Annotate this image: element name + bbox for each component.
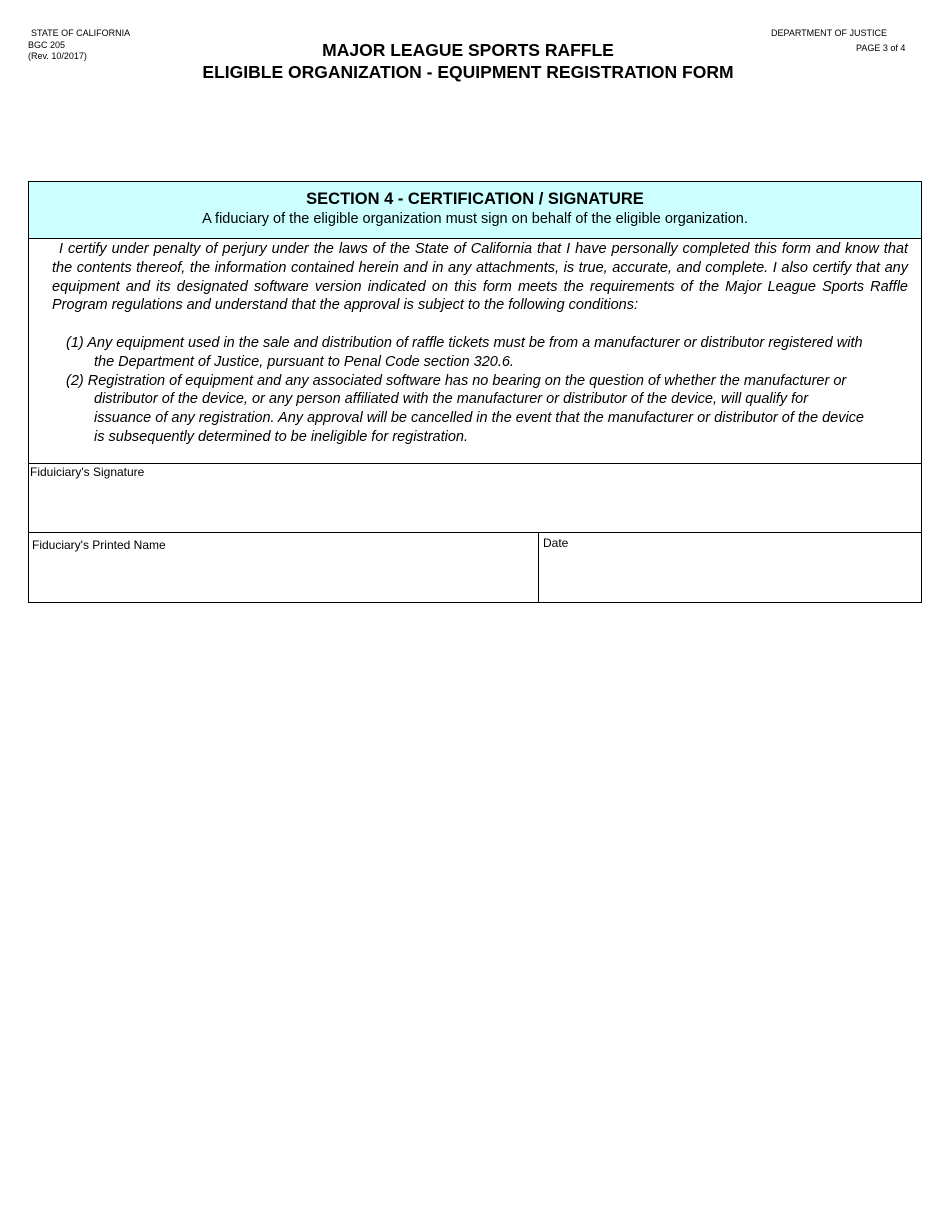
form-revision: (Rev. 10/2017) xyxy=(28,51,87,61)
form-title-line-1: MAJOR LEAGUE SPORTS RAFFLE xyxy=(322,40,614,60)
condition-item: (2) Registration of equipment and any associated software has no bearing on the question of whether the manufacturer or distributor of the device, or any person affiliated with the manufacturer or distributor of the device, will qualify for issuance of any registration. Any approval will be cancelled in the event that the manufacturer or distributor of the device is subsequently determined to be ineligible for registration. xyxy=(66,372,865,445)
conditions-list xyxy=(66,334,866,447)
certification-section xyxy=(28,181,922,603)
condition-item: (1) Any equipment used in the sale and distribution of raffle tickets must be from a manufacturer or distributor registered with the Department of Justice, pursuant to Penal Code section 320.6. xyxy=(66,335,863,370)
section-title: SECTION 4 - CERTIFICATION / SIGNATURE xyxy=(306,190,644,208)
form-title-line-2: ELIGIBLE ORGANIZATION - EQUIPMENT REGISTRATION FORM xyxy=(202,62,734,82)
page-number: PAGE 3 of 4 xyxy=(856,43,906,53)
printed-name-field[interactable] xyxy=(29,533,539,602)
form-number: BGC 205 xyxy=(28,39,66,50)
signature-label: Fiduiciary's Signature xyxy=(30,465,145,479)
state-label: STATE OF CALIFORNIA xyxy=(31,28,131,38)
certification-statement xyxy=(52,240,908,315)
date-label: Date xyxy=(543,536,569,550)
signature-field[interactable] xyxy=(29,463,921,533)
department-label: DEPARTMENT OF JUSTICE xyxy=(771,28,888,38)
date-field[interactable] xyxy=(539,533,921,602)
section-header xyxy=(29,182,921,239)
certification-text: I certify under penalty of perjury under the laws of the State of California that I have personally completed this form and know that the contents thereof, the information contained herein and in any attachments, is true, accurate, and complete. I also certify that any equipment and its designated software version indicated on this form meets the requirements of the Major League Sports Raffle Program regulations and understand that the approval is subject to the following conditions: xyxy=(52,241,908,314)
printed-name-input-area[interactable] xyxy=(29,557,538,602)
date-input-area[interactable] xyxy=(539,557,921,602)
printed-name-label: Fiduciary's Printed Name xyxy=(32,538,166,552)
section-subtitle: A fiduciary of the eligible organization must sign on behalf of the eligible organization. xyxy=(202,211,748,227)
signature-input-area[interactable] xyxy=(29,487,921,532)
